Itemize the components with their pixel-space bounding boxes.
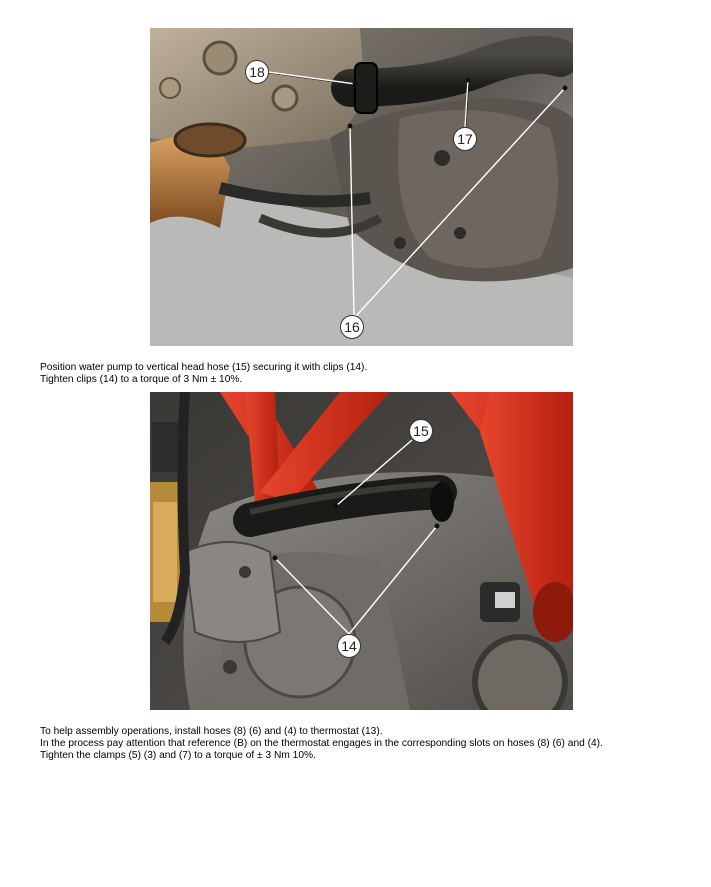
engine-photo-illustration [150, 28, 573, 346]
callout-18-label: 18 [249, 64, 265, 80]
instruction-line: Position water pump to vertical head hose (15) securing it with clips (14). [40, 362, 368, 373]
water-pump-photo [150, 392, 573, 710]
instruction-line: To help assembly operations, install hoses (8) (6) and (4) to thermostat (13). [40, 726, 383, 737]
callout-17 [454, 128, 477, 151]
callout-18 [246, 61, 269, 84]
engine-photo-hoses [150, 28, 573, 346]
instruction-water-pump [40, 362, 367, 386]
water-pump-photo-illustration [150, 392, 573, 710]
instruction-line: Tighten the clamps (5) (3) and (7) to a torque of ± 3 Nm 10%. [40, 750, 316, 761]
instruction-line: In the process pay attention that reference (B) on the thermostat engages in the corresponding slots on hoses (8) (6) and (4). [40, 738, 603, 749]
instruction-thermostat [40, 726, 603, 762]
callout-16 [341, 316, 364, 339]
instruction-line: Tighten clips (14) to a torque of 3 Nm ± 10%. [40, 374, 243, 385]
callout-15 [410, 420, 433, 443]
callout-17-label: 17 [457, 131, 473, 147]
callout-14 [338, 635, 361, 658]
callout-15-label: 15 [413, 423, 429, 439]
callout-16-label: 16 [344, 319, 360, 335]
callout-14-label: 14 [341, 638, 357, 654]
